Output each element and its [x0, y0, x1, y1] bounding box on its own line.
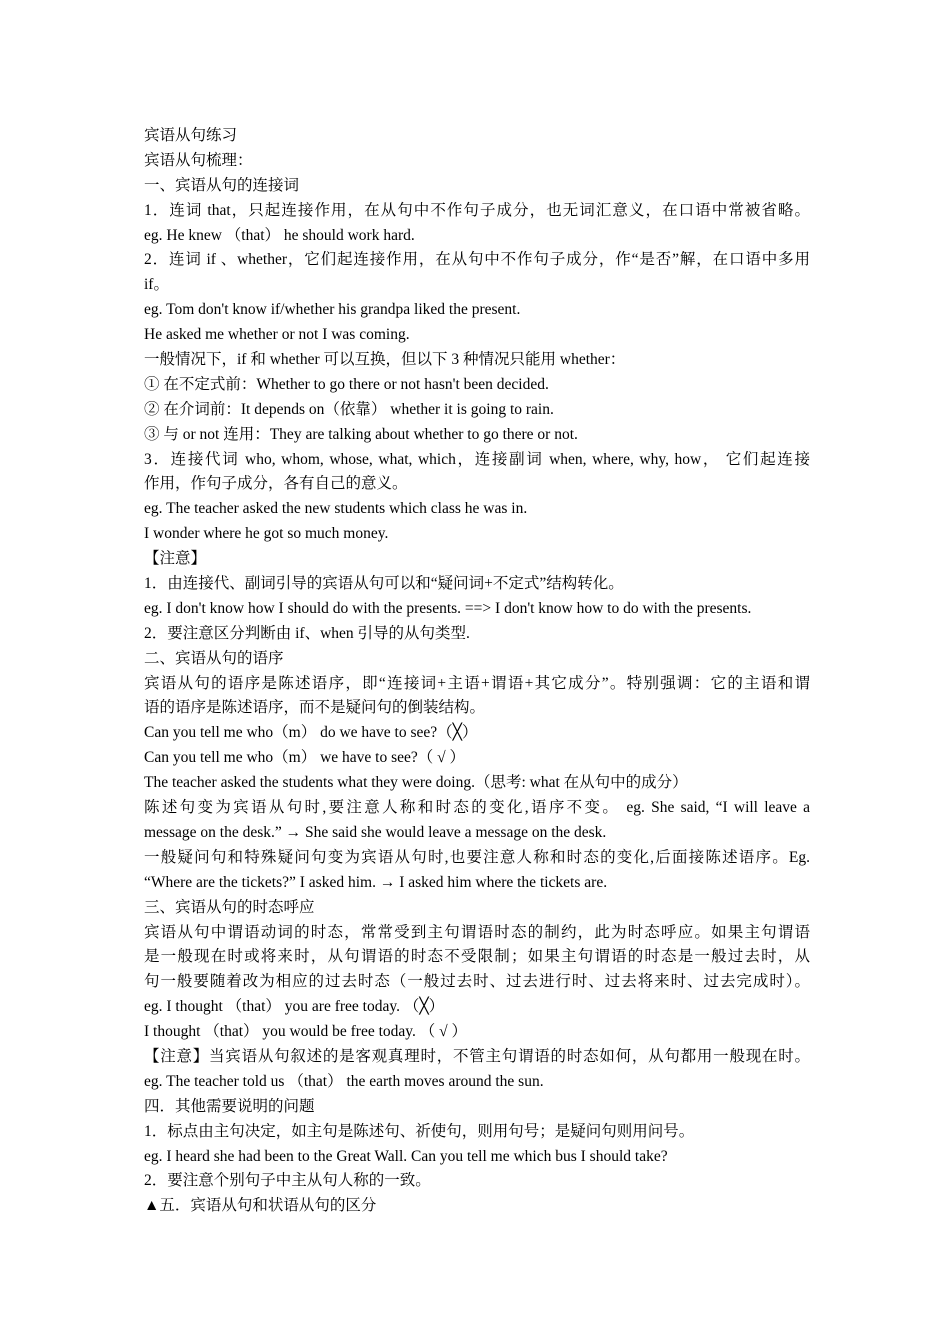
section-heading: 二、宾语从句的语序	[144, 649, 284, 667]
list-item: ② 在介词前：It depends on（依靠） whether it is going to rain.	[144, 400, 554, 418]
list-item: ① 在不定式前：Whether to go there or not hasn't been decided.	[144, 375, 549, 393]
text-line: 是一般现在时或将来时，从句谓语的时态不受限制；如果主句谓语的时态是一般过去时，从	[144, 948, 810, 966]
text-line: 陈述句变为宾语从句时,要注意人称和时态的变化,语序不变。 eg. She said, “I will leave a	[144, 799, 810, 817]
text-line: 一般疑问句和特殊疑问句变为宾语从句时,也要注意人称和时态的变化,后面接陈述语序。Eg.	[144, 848, 810, 866]
text-line: 作用，作句子成分，各有自己的意义。	[144, 475, 408, 493]
example-line: “Where are the tickets?” I asked him. → I asked him where the tickets are.	[144, 873, 608, 891]
document-page	[144, 124, 810, 1219]
section-heading: 四．其他需要说明的问题	[144, 1097, 315, 1115]
text-line: 2．连词 if 、whether，它们起连接作用，在从句中不作句子成分，作“是否”解，在口语中多用	[144, 251, 810, 269]
text-line: 一般情况下，if 和 whether 可以互换，但以下 3 种情况只能用 whether：	[144, 351, 626, 369]
example-line: eg. I heard she had been to the Great Wall. Can you tell me which bus I should take?	[144, 1147, 668, 1165]
text-line: 1．连词 that，只起连接作用，在从句中不作句子成分，也无词汇意义，在口语中常被省略。	[144, 201, 810, 219]
example-line: eg. I thought （that） you are free today. （╳）	[144, 998, 445, 1016]
example-line: eg. The teacher told us （that） the earth moves around the sun.	[144, 1072, 544, 1090]
example-line: eg. I don't know how I should do with the presents. ==> I don't know how to do with the presents.	[144, 599, 752, 617]
example-line: message on the desk.” → She said she would leave a message on the desk.	[144, 823, 607, 841]
text-line: 宾语从句中谓语动词的时态，常常受到主句谓语时态的制约，此为时态呼应。如果主句谓语	[144, 923, 810, 941]
text-line: 宾语从句的语序是陈述语序，即“连接词+主语+谓语+其它成分”。特别强调：它的主语和谓	[144, 674, 810, 692]
example-line: eg. He knew （that） he should work hard.	[144, 226, 415, 244]
text-line: 3．连接代词 who, whom, whose, what, which，连接副词 when, where, why, how， 它们起连接	[144, 450, 810, 468]
example-line: Can you tell me who（m） we have to see?（ √ ）	[144, 749, 466, 767]
note-line: 【注意】当宾语从句叙述的是客观真理时，不管主句谓语的时态如何，从句都用一般现在时。	[144, 1047, 810, 1065]
section-heading: 三、宾语从句的时态呼应	[144, 898, 315, 916]
text-line: 句一般要随着改为相应的过去时态（一般过去时、过去进行时、过去将来时、过去完成时）。	[144, 973, 810, 991]
section-heading: ▲五．宾语从句和状语从句的区分	[144, 1197, 377, 1215]
note-heading: 【注意】	[144, 550, 207, 568]
section-heading: 宾语从句梳理：	[144, 151, 253, 169]
example-line: eg. The teacher asked the new students which class he was in.	[144, 500, 528, 518]
text-line: 2．要注意个别句子中主从句人称的一致。	[144, 1172, 431, 1190]
example-line: Can you tell me who（m） do we have to see?（╳）	[144, 724, 478, 742]
text-line: if。	[144, 276, 169, 294]
list-item: ③ 与 or not 连用：They are talking about whether to go there or not.	[144, 425, 578, 443]
example-line: The teacher asked the students what they were doing.（思考: what 在从句中的成分）	[144, 774, 688, 792]
text-line: 2．要注意区分判断由 if、when 引导的从句类型.	[144, 624, 470, 642]
example-line: eg. Tom don't know if/whether his grandpa liked the present.	[144, 301, 521, 319]
document-title: 宾语从句练习	[144, 127, 238, 144]
text-line: 语的语序是陈述语序，而不是疑问句的倒装结构。	[144, 699, 486, 717]
text-line: 1．由连接代、副词引导的宾语从句可以和“疑问词+不定式”结构转化。	[144, 575, 624, 593]
section-heading: 一、宾语从句的连接词	[144, 176, 300, 194]
text-line: 1．标点由主句决定，如主句是陈述句、祈使句，则用句号；是疑问句则用问号。	[144, 1122, 695, 1140]
example-line: He asked me whether or not I was coming.	[144, 326, 410, 344]
example-line: I thought （that） you would be free today. （ √ ）	[144, 1023, 468, 1041]
example-line: I wonder where he got so much money.	[144, 525, 389, 543]
